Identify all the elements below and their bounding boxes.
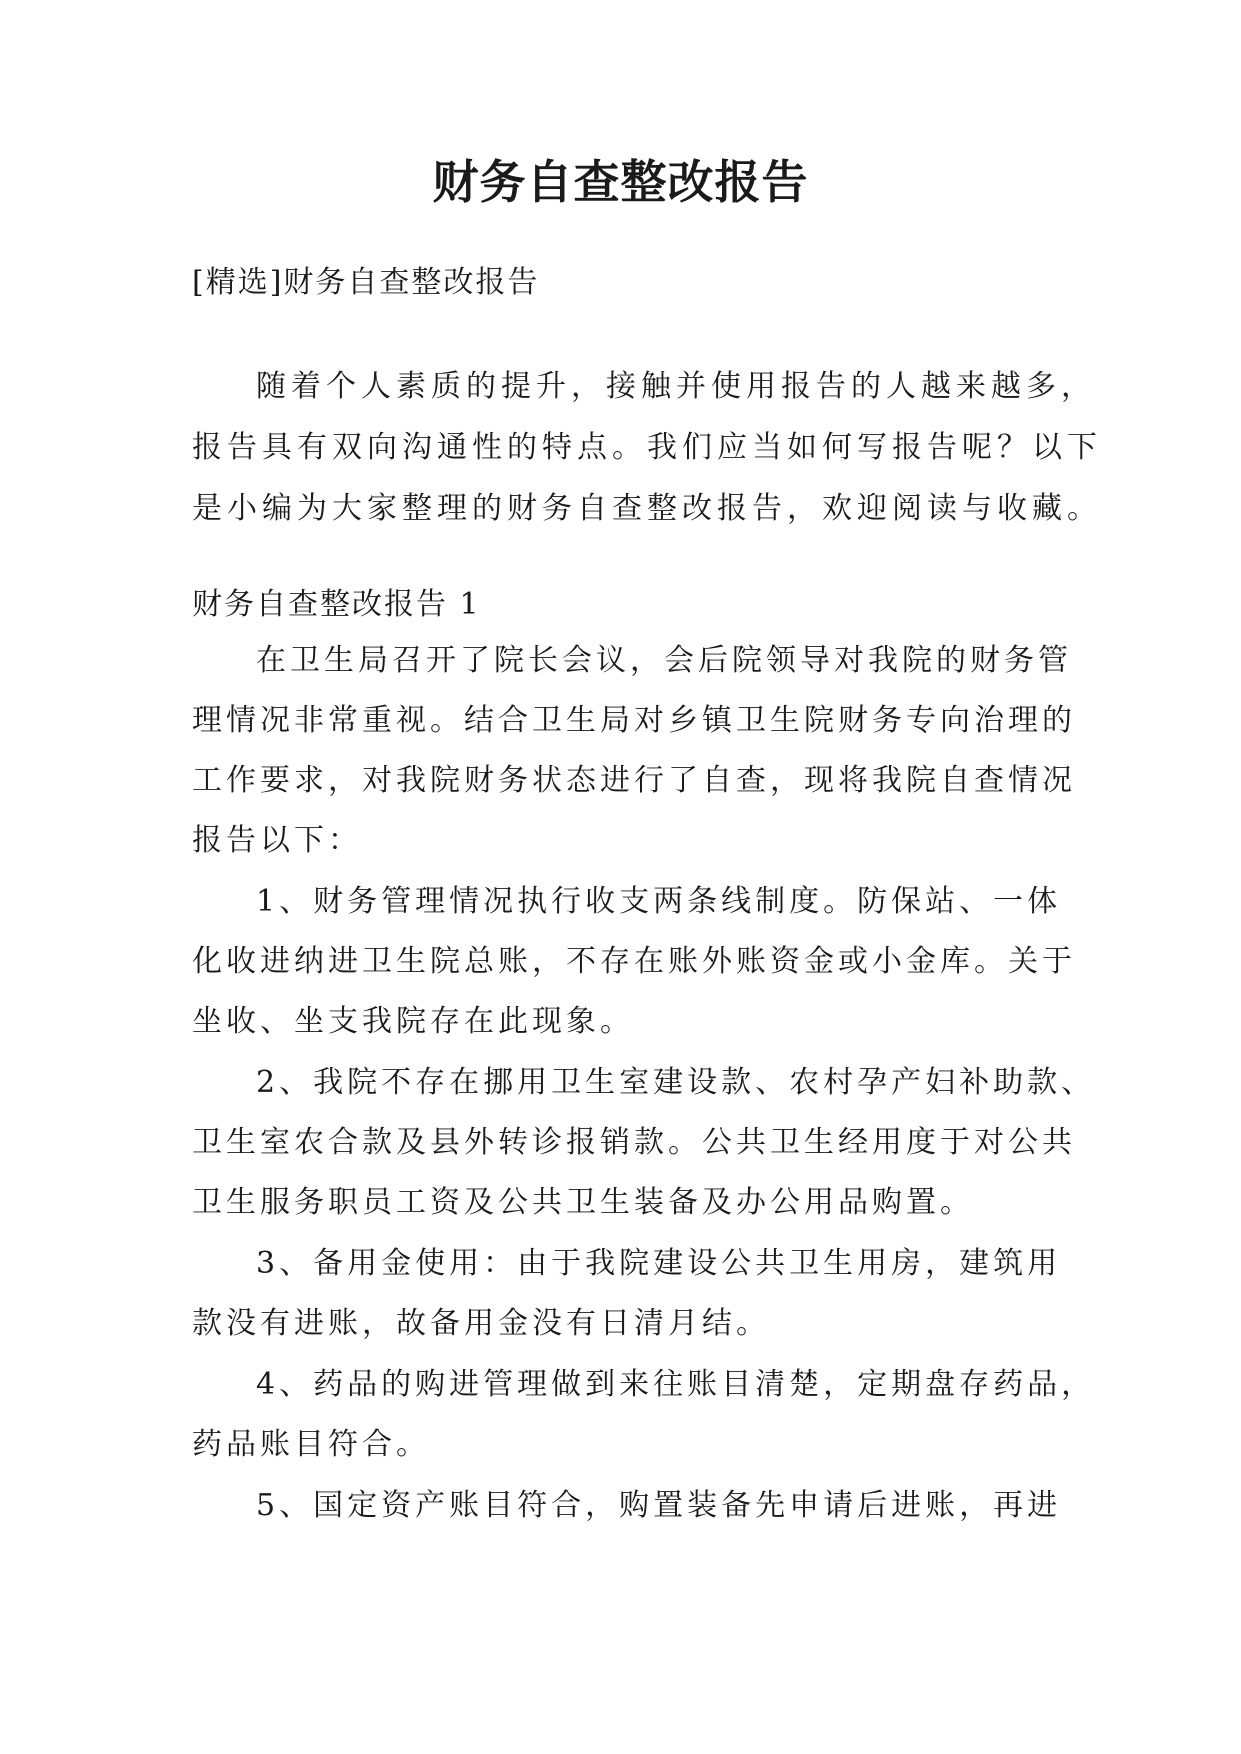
body-line: 化收进纳进卫生院总账，不存在账外账资金或小金库。关于 [192,944,1076,979]
body-line: 1、财务管理情况执行收支两条线制度。防保站、一体 [256,884,1062,919]
body-line: 款没有进账，故备用金没有日清月结。 [192,1306,770,1341]
body-line: 卫生服务职员工资及公共卫生装备及办公用品购置。 [192,1185,974,1220]
body-line: 工作要求，对我院财务状态进行了自查，现将我院自查情况 [192,763,1076,798]
body-line: 3、备用金使用：由于我院建设公共卫生用房，建筑用 [256,1246,1062,1281]
body-line: 4、药品的购进管理做到来往账目清楚，定期盘存药品， [256,1367,1096,1402]
body-line: 报告以下： [192,823,362,858]
body-line: 5、国定资产账目符合，购置装备先申请后进账，再进 [256,1488,1062,1523]
body-line: 理情况非常重视。结合卫生局对乡镇卫生院财务专向治理的 [192,703,1076,738]
intro-line: 随着个人素质的提升，接触并使用报告的人越来越多， [256,369,1096,404]
intro-line: 报告具有双向沟通性的特点。我们应当如何写报告呢？以下 [192,430,1102,465]
section-heading: 财务自查整改报告 1 [192,587,481,622]
body-line: 2、我院不存在挪用卫生室建设款、农村孕产妇补助款、 [256,1065,1096,1100]
document-subtitle: [精选]财务自查整改报告 [192,265,540,300]
document-title: 财务自查整改报告 [432,155,809,209]
body-line: 坐收、坐支我院存在此现象。 [192,1004,634,1039]
body-line: 药品账目符合。 [192,1427,430,1462]
intro-line: 是小编为大家整理的财务自查整改报告，欢迎阅读与收藏。 [192,491,1102,526]
body-line: 卫生室农合款及县外转诊报销款。公共卫生经用度于对公共 [192,1125,1076,1160]
body-line: 在卫生局召开了院长会议，会后院领导对我院的财务管 [256,643,1072,678]
